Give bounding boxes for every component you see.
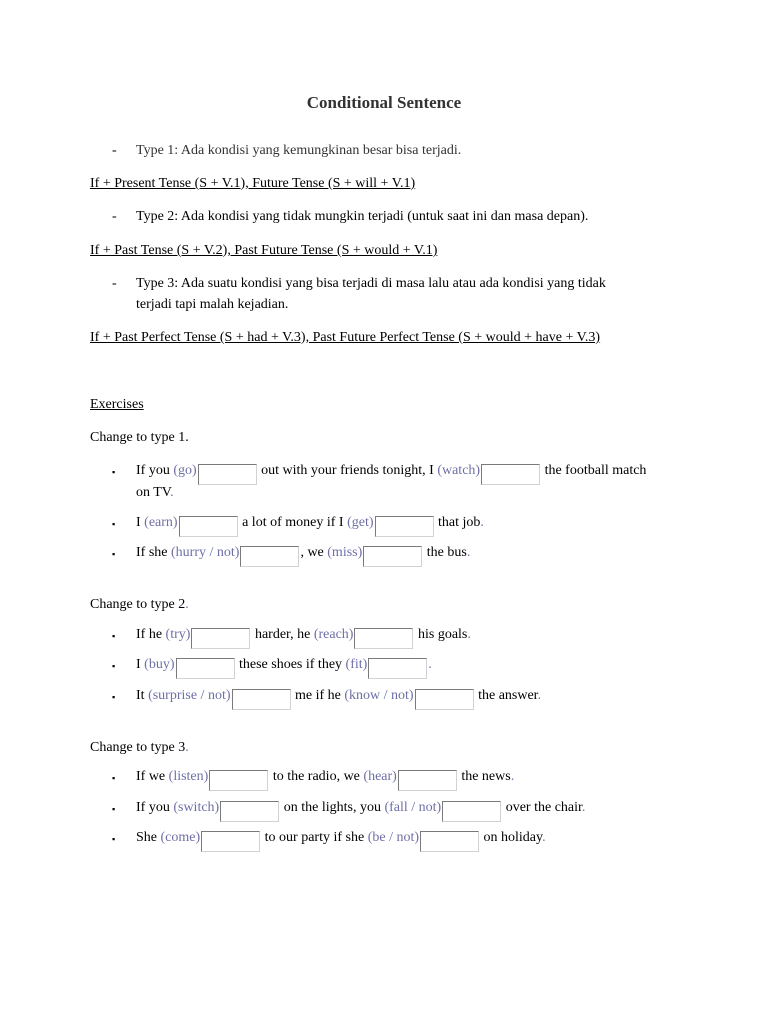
exercise-item xyxy=(136,626,471,649)
answer-input[interactable] xyxy=(363,546,422,567)
bullet-marker: ▪ xyxy=(112,834,116,844)
verb-hint: (surprise / not) xyxy=(148,688,231,703)
item-text: She xyxy=(136,830,161,845)
type2-formula: If + Past Tense (S + V.2), Past Future Tense (S + would + V.1) xyxy=(90,243,438,258)
item-text: It xyxy=(136,688,149,703)
answer-input[interactable] xyxy=(368,658,427,679)
type1-description: Type 1: Ada kondisi yang kemungkinan besar bisa terjadi. xyxy=(136,143,462,158)
item-text: the answer xyxy=(474,688,538,703)
verb-hint: (know / not) xyxy=(344,688,414,703)
item-text: these shoes if they xyxy=(235,657,346,672)
answer-input[interactable] xyxy=(415,689,474,710)
item-text: on the lights, you xyxy=(280,800,385,815)
item-text: on TV xyxy=(136,485,171,500)
answer-input[interactable] xyxy=(354,628,413,649)
verb-hint: (watch) xyxy=(437,463,481,478)
exercise-item xyxy=(136,799,585,822)
bullet-marker: ▪ xyxy=(112,692,116,702)
exercise-item xyxy=(136,829,546,852)
verb-hint: (get) xyxy=(347,515,374,530)
item-text: If we xyxy=(136,769,169,784)
item-end: . xyxy=(510,769,515,784)
item-text: over the chair xyxy=(502,800,582,815)
page-title: Conditional Sentence xyxy=(306,93,462,112)
type2-description: Type 2: Ada kondisi yang tidak mungkin terjadi (untuk saat ini dan masa depan). xyxy=(136,209,589,224)
bullet-marker: ▪ xyxy=(112,631,116,641)
verb-hint: (listen) xyxy=(168,769,209,784)
verb-hint: (hear) xyxy=(363,769,397,784)
section3-label xyxy=(90,739,189,757)
answer-input[interactable] xyxy=(240,546,299,567)
exercise-item xyxy=(136,768,514,791)
bullet-marker: ▪ xyxy=(112,467,116,477)
type3-description-line1: Type 3: Ada suatu kondisi yang bisa terjadi di masa lalu atau ada kondisi yang tidak xyxy=(136,276,606,291)
item-text: the football match xyxy=(541,463,647,478)
item-text: me if he xyxy=(291,688,345,703)
item-text: If you xyxy=(136,463,174,478)
item-text: harder, he xyxy=(251,627,314,642)
item-end: . xyxy=(467,627,471,642)
item-text: , we xyxy=(300,545,328,560)
item-text: the bus xyxy=(423,545,467,560)
section2-label xyxy=(90,596,189,614)
answer-input[interactable] xyxy=(191,628,250,649)
verb-hint: (go) xyxy=(173,463,197,478)
item-end: . xyxy=(537,688,542,703)
answer-input[interactable] xyxy=(375,516,434,537)
item-text: that job xyxy=(434,515,481,530)
verb-hint: (come) xyxy=(160,830,201,845)
bullet-marker: ▪ xyxy=(112,773,116,783)
answer-input[interactable] xyxy=(220,801,279,822)
bullet-marker: ▪ xyxy=(112,549,116,559)
item-text: to the radio, we xyxy=(269,769,364,784)
item-text: I xyxy=(136,657,145,672)
item-end: . xyxy=(581,800,586,815)
answer-input[interactable] xyxy=(420,831,479,852)
item-text: out with your friends tonight, I xyxy=(257,463,438,478)
answer-input[interactable] xyxy=(398,770,457,791)
item-text: on holiday xyxy=(480,830,543,845)
item-text: his goals xyxy=(414,627,468,642)
verb-hint: (be / not) xyxy=(367,830,420,845)
dash-marker: - xyxy=(112,143,117,158)
dash-marker: - xyxy=(112,209,117,224)
item-text: If she xyxy=(136,545,171,560)
verb-hint: (buy) xyxy=(144,657,175,672)
exercise-item xyxy=(136,656,432,679)
bullet-marker: ▪ xyxy=(112,519,116,529)
item-text: If he xyxy=(136,627,166,642)
answer-input[interactable] xyxy=(179,516,238,537)
item-end: . xyxy=(480,515,484,530)
answer-input[interactable] xyxy=(481,464,540,485)
section1-label: Change to type 1. xyxy=(90,430,189,445)
bullet-marker: ▪ xyxy=(112,804,116,814)
exercise-item xyxy=(136,544,470,567)
item-end: . xyxy=(428,657,432,672)
exercise-item-continuation xyxy=(136,484,174,502)
verb-hint: (fall / not) xyxy=(384,800,442,815)
section-label-end: . xyxy=(185,597,189,612)
type3-formula: If + Past Perfect Tense (S + had + V.3), Past Future Perfect Tense (S + would + have + V.3) xyxy=(90,330,601,345)
bullet-marker: ▪ xyxy=(112,661,116,671)
item-end: . xyxy=(170,485,174,500)
answer-input[interactable] xyxy=(198,464,257,485)
verb-hint: (reach) xyxy=(313,627,354,642)
answer-input[interactable] xyxy=(442,801,501,822)
answer-input[interactable] xyxy=(232,689,291,710)
dash-marker: - xyxy=(112,276,117,291)
section-label-end: . xyxy=(185,740,189,755)
item-text: a lot of money if I xyxy=(238,515,348,530)
exercise-item xyxy=(136,462,646,485)
verb-hint: (switch) xyxy=(173,800,220,815)
item-text: If you xyxy=(136,800,174,815)
exercise-item xyxy=(136,687,541,710)
exercise-item xyxy=(136,514,484,537)
verb-hint: (miss) xyxy=(327,545,363,560)
section-label-text: Change to type 3 xyxy=(90,740,186,755)
exercises-heading: Exercises xyxy=(90,397,144,412)
answer-input[interactable] xyxy=(209,770,268,791)
type3-description-line2: terjadi tapi malah kejadian. xyxy=(136,297,289,312)
item-end: . xyxy=(542,830,546,845)
verb-hint: (try) xyxy=(165,627,191,642)
item-end: . xyxy=(466,545,471,560)
verb-hint: (hurry / not) xyxy=(171,545,240,560)
answer-input[interactable] xyxy=(201,831,260,852)
verb-hint: (fit) xyxy=(345,657,368,672)
answer-input[interactable] xyxy=(176,658,235,679)
item-text: the news xyxy=(457,769,511,784)
item-text: to our party if she xyxy=(261,830,368,845)
verb-hint: (earn) xyxy=(144,515,178,530)
item-text: I xyxy=(136,515,145,530)
section-label-text: Change to type 2 xyxy=(90,597,186,612)
type1-formula: If + Present Tense (S + V.1), Future Tense (S + will + V.1) xyxy=(90,176,416,191)
